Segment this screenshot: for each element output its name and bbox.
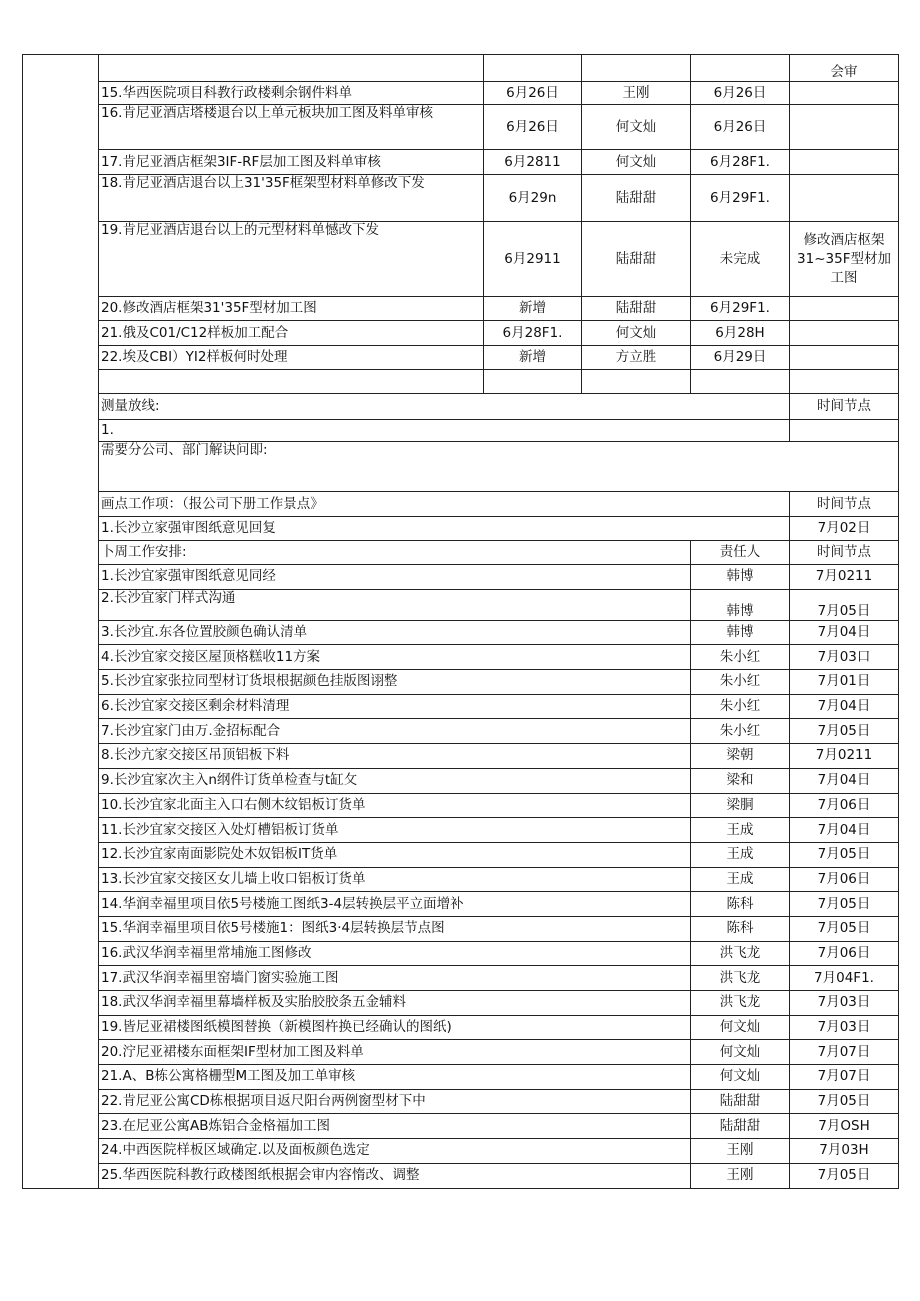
schedule-item-person: 梁胴 xyxy=(691,793,790,818)
schedule-item-time: 7月04日 xyxy=(790,620,899,645)
schedule-item-time: 7月04日 xyxy=(790,694,899,719)
schedule-item-person: 陆甜甜 xyxy=(691,1089,790,1114)
schedule-item-person: 何文灿 xyxy=(691,1040,790,1065)
schedule-item-name: 2.长沙宜家门样式沟通 xyxy=(99,589,691,620)
schedule-item-person: 陈科 xyxy=(691,916,790,941)
schedule-item-name: 21.A、B栋公寓格栅型M工图及加工单审核 xyxy=(99,1065,691,1090)
schedule-item-name: 25.华西医院科教行政楼图纸根据会审内容惰改、调整 xyxy=(99,1163,691,1188)
task-done: 6月29F1. xyxy=(691,175,790,222)
task-remark xyxy=(790,346,899,370)
task-remark xyxy=(790,150,899,175)
survey-time-header: 时间节点 xyxy=(790,394,899,420)
task-person: 陆甜甜 xyxy=(582,175,691,222)
table-row xyxy=(23,694,899,719)
table-row xyxy=(23,1139,899,1164)
schedule-item-person: 洪飞龙 xyxy=(691,991,790,1016)
table-row xyxy=(23,1114,899,1139)
table-row xyxy=(23,1065,899,1090)
schedule-item-name: 17.武汉华润幸福里窑墙门窗实验施工图 xyxy=(99,966,691,991)
schedule-item-time: 7月0211 xyxy=(790,744,899,769)
task-name: 16.肯尼亚酒店塔楼退台以上单元板块加工图及料单审核 xyxy=(99,105,484,150)
schedule-item-time: 7月05日 xyxy=(790,1089,899,1114)
schedule-item-person: 何文灿 xyxy=(691,1065,790,1090)
table-row xyxy=(23,105,899,150)
task-done: 6月26日 xyxy=(691,82,790,105)
table-row xyxy=(23,991,899,1016)
highlight-item-time: 7月02日 xyxy=(790,517,899,541)
schedule-item-time: 7月07日 xyxy=(790,1065,899,1090)
schedule-item-name: 18.武汉华润幸福里幕墙样板及实胎胶胶条五金辅料 xyxy=(99,991,691,1016)
schedule-item-person: 朱小红 xyxy=(691,694,790,719)
schedule-item-person: 陈科 xyxy=(691,892,790,917)
table-row xyxy=(23,222,899,297)
schedule-item-time: 7月01日 xyxy=(790,670,899,695)
schedule-item-person: 韩博 xyxy=(691,620,790,645)
schedule-item-time: 7月05日 xyxy=(790,719,899,744)
schedule-item-time: 7月04F1. xyxy=(790,966,899,991)
schedule-item-person: 王刚 xyxy=(691,1139,790,1164)
schedule-item-name: 15.华润幸福里项目依5号楼施1：图纸3·4层转换层节点图 xyxy=(99,916,691,941)
table-row xyxy=(23,793,899,818)
schedule-item-name: 8.长沙亢家交接区吊顶铝板下料 xyxy=(99,744,691,769)
task-person: 何文灿 xyxy=(582,105,691,150)
table-row xyxy=(23,1015,899,1040)
task-date: 6月2911 xyxy=(484,222,582,297)
schedule-item-time: 7月OSH xyxy=(790,1114,899,1139)
table-row xyxy=(23,867,899,892)
task-date: 6月28F1. xyxy=(484,321,582,346)
schedule-item-person: 王成 xyxy=(691,842,790,867)
table-row xyxy=(23,420,899,442)
survey-title: 测量放线: xyxy=(99,394,790,420)
schedule-item-name: 3.长沙宜.东各位置胶颜色确认清单 xyxy=(99,620,691,645)
table-row xyxy=(23,719,899,744)
schedule-item-person: 梁朝 xyxy=(691,744,790,769)
task-done: 6月29日 xyxy=(691,346,790,370)
task-date: 新增 xyxy=(484,346,582,370)
task-person: 陆甜甜 xyxy=(582,297,691,321)
table-row xyxy=(23,645,899,670)
table-row xyxy=(23,842,899,867)
schedule-item-name: 16.武汉华润幸福里常埔施工图修改 xyxy=(99,941,691,966)
schedule-item-name: 19.皆尼亚裙楼图纸模图替换（新模图杵换已经确认的图纸) xyxy=(99,1015,691,1040)
schedule-item-time: 7月03日 xyxy=(790,991,899,1016)
schedule-item-time: 7月06日 xyxy=(790,867,899,892)
schedule-item-person: 王刚 xyxy=(691,1163,790,1188)
task-person: 何文灿 xyxy=(582,321,691,346)
table-row xyxy=(23,670,899,695)
schedule-item-person: 梁和 xyxy=(691,768,790,793)
task-date: 6月2811 xyxy=(484,150,582,175)
task-remark xyxy=(790,105,899,150)
schedule-item-person: 陆甜甜 xyxy=(691,1114,790,1139)
schedule-item-name: 20.泞尼亚裙楼东面框架IF型材加工图及料单 xyxy=(99,1040,691,1065)
table-row xyxy=(23,916,899,941)
schedule-item-name: 6.长沙宜家交接区剩余材料清理 xyxy=(99,694,691,719)
schedule-item-name: 7.长沙宜家门由万.金招标配合 xyxy=(99,719,691,744)
table-row xyxy=(23,175,899,222)
task-person: 方立胜 xyxy=(582,346,691,370)
schedule-item-name: 22.肯尼亚公寓CD栋根据项目返尺阳台两例窗型材下中 xyxy=(99,1089,691,1114)
task-done: 6月28F1. xyxy=(691,150,790,175)
schedule-item-name: 13.长沙宜家交接区女儿墙上收口铝板订货单 xyxy=(99,867,691,892)
table-row xyxy=(23,82,899,105)
task-person: 陆甜甜 xyxy=(582,222,691,297)
schedule-item-name: 12.长沙宜家南面影院处木奴铝板IT货单 xyxy=(99,842,691,867)
table-row xyxy=(23,565,899,590)
task-person: 王刚 xyxy=(582,82,691,105)
schedule-item-time: 7月04日 xyxy=(790,768,899,793)
schedule-item-time: 7月03H xyxy=(790,1139,899,1164)
schedule-item-person: 洪飞龙 xyxy=(691,966,790,991)
schedule-item-name: 14.华润幸福里项目依5号楼施工图纸3-4层转换层平立面增补 xyxy=(99,892,691,917)
table-row xyxy=(23,620,899,645)
remark-header: 会审 xyxy=(790,55,899,82)
task-remark xyxy=(790,297,899,321)
schedule-item-person: 朱小红 xyxy=(691,719,790,744)
schedule-item-person: 韩博 xyxy=(691,589,790,620)
schedule-item-name: 1.长沙宜家强审图纸意见同经 xyxy=(99,565,691,590)
schedule-item-name: 9.长沙宜家次主入n纲件订货单检查与t缸攵 xyxy=(99,768,691,793)
table-row xyxy=(23,966,899,991)
schedule-item-person: 王成 xyxy=(691,818,790,843)
table-row xyxy=(23,768,899,793)
schedule-item-time: 7月03日 xyxy=(790,1015,899,1040)
task-done: 未完成 xyxy=(691,222,790,297)
table-row xyxy=(23,442,899,492)
task-done: 6月26日 xyxy=(691,105,790,150)
highlight-title: 画点工作项：（报公司下册工作景点》 xyxy=(99,492,790,517)
schedule-item-time: 7月07日 xyxy=(790,1040,899,1065)
table-row xyxy=(23,589,899,620)
task-name: 15.华西医院项目科教行政楼剩余钢件料单 xyxy=(99,82,484,105)
highlight-time-header: 时间节点 xyxy=(790,492,899,517)
task-person: 何文灿 xyxy=(582,150,691,175)
schedule-item-name: 4.长沙宜家交接区屋顶格糕收11方案 xyxy=(99,645,691,670)
table-row xyxy=(23,346,899,370)
table-body xyxy=(23,55,899,1189)
schedule-item-name: 5.长沙宜家张拉同型材订货垠根据颜色挂版图诩整 xyxy=(99,670,691,695)
task-name: 20.修改酒店框架31'35F型材加工图 xyxy=(99,297,484,321)
table-row xyxy=(23,1163,899,1188)
schedule-item-name: 23.在尼亚公寓AB炼铝合金格福加工图 xyxy=(99,1114,691,1139)
task-remark xyxy=(790,82,899,105)
task-remark xyxy=(790,321,899,346)
schedule-item-name: 10.长沙宜家北面主入口右侧木纹铝板订货单 xyxy=(99,793,691,818)
task-date: 新增 xyxy=(484,297,582,321)
schedule-item-person: 王成 xyxy=(691,867,790,892)
table-row xyxy=(23,55,899,82)
table-row xyxy=(23,517,899,541)
task-date: 6月29n xyxy=(484,175,582,222)
task-date: 6月26日 xyxy=(484,82,582,105)
task-name: 21.俄及C01/C12样板加工配合 xyxy=(99,321,484,346)
task-date: 6月26日 xyxy=(484,105,582,150)
task-name: 18.肯尼亚酒店退台以上31'35F框架型材料单修改下发 xyxy=(99,175,484,222)
time-header: 时间节点 xyxy=(790,541,899,565)
table-row xyxy=(23,1089,899,1114)
schedule-item-person: 洪飞龙 xyxy=(691,941,790,966)
schedule-item-time: 7月0211 xyxy=(790,565,899,590)
schedule-item-person: 朱小红 xyxy=(691,670,790,695)
task-done: 6月28H xyxy=(691,321,790,346)
table-row xyxy=(23,370,899,394)
task-name: 22.埃及CBI）YI2样板何时处理 xyxy=(99,346,484,370)
highlight-item-name: 1.长沙立家强审图纸意见回复 xyxy=(99,517,790,541)
table-row xyxy=(23,321,899,346)
table-row xyxy=(23,297,899,321)
table-row xyxy=(23,492,899,517)
table-row xyxy=(23,818,899,843)
schedule-item-name: 24.中西医院样板区域确定.以及面板颜色选定 xyxy=(99,1139,691,1164)
table-row xyxy=(23,744,899,769)
schedule-item-person: 韩博 xyxy=(691,565,790,590)
schedule-item-time: 7月06日 xyxy=(790,793,899,818)
weekly-report-table xyxy=(22,54,899,1189)
schedule-item-time: 7月05日 xyxy=(790,589,899,620)
task-remark xyxy=(790,175,899,222)
schedule-item-time: 7月05日 xyxy=(790,892,899,917)
table-row xyxy=(23,150,899,175)
schedule-item-time: 7月03口 xyxy=(790,645,899,670)
task-remark: 修改酒店枢架31~35F型材加工图 xyxy=(790,222,899,297)
schedule-item-time: 7月05日 xyxy=(790,916,899,941)
schedule-item-time: 7月06日 xyxy=(790,941,899,966)
schedule-item-time: 7月04日 xyxy=(790,818,899,843)
schedule-item-time: 7月05日 xyxy=(790,1163,899,1188)
schedule-item-name: 11.长沙宜家交接区入处灯槽铝板订货单 xyxy=(99,818,691,843)
next-week-title: 卜周工作安排: xyxy=(99,541,691,565)
table-row xyxy=(23,541,899,565)
task-name: 17.肯尼亚酒店框架3IF-RF层加工图及料单审核 xyxy=(99,150,484,175)
schedule-item-person: 朱小红 xyxy=(691,645,790,670)
table-row xyxy=(23,1040,899,1065)
left-column xyxy=(23,55,99,1189)
table-row xyxy=(23,941,899,966)
person-header: 责任人 xyxy=(691,541,790,565)
task-name: 19.肯尼亚酒店退台以上的元型材料单憾改下发 xyxy=(99,222,484,297)
task-done: 6月29F1. xyxy=(691,297,790,321)
table-row xyxy=(23,892,899,917)
table-row xyxy=(23,394,899,420)
schedule-item-person: 何文灿 xyxy=(691,1015,790,1040)
survey-item: 1. xyxy=(99,420,790,442)
needs-title: 需要分公司、部门解诀问即: xyxy=(99,442,899,492)
schedule-item-time: 7月05日 xyxy=(790,842,899,867)
